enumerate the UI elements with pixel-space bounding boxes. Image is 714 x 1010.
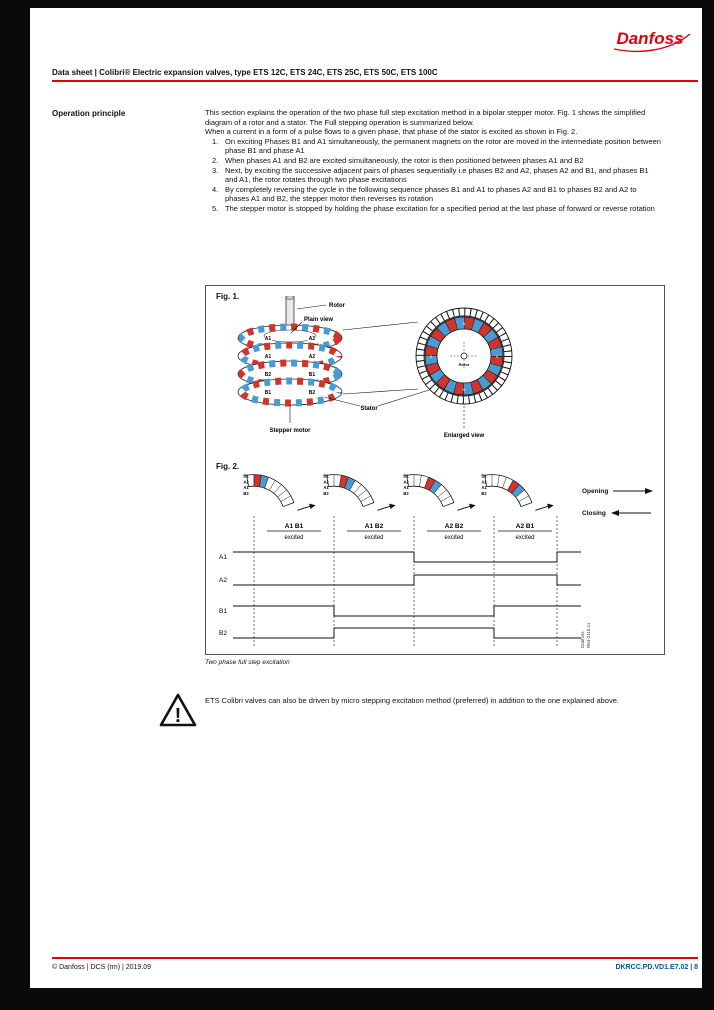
state-title: A1 B2 bbox=[364, 523, 384, 530]
ring-phase-label: B1 bbox=[264, 390, 272, 396]
drawing-number bbox=[580, 590, 592, 648]
stepper-motor-label: Stepper motor bbox=[269, 428, 311, 434]
ring-phase-label: A1 bbox=[264, 336, 272, 342]
opening-label: Opening bbox=[582, 487, 609, 495]
right-arrow-icon bbox=[612, 487, 654, 495]
footer-doc-number: DKRCC.PD.VD1.E7.02 | 8 bbox=[615, 964, 698, 971]
state-sub: excited bbox=[364, 535, 384, 541]
signal-label: B2 bbox=[219, 630, 227, 637]
ring-phase-label: B1 bbox=[308, 372, 316, 378]
magnet-pole-label: N bbox=[462, 387, 466, 392]
body-text bbox=[205, 108, 662, 214]
magnet-pole-label: N bbox=[462, 321, 466, 326]
state-sub: excited bbox=[444, 535, 464, 541]
left-arrow-icon bbox=[610, 509, 652, 517]
fan-phase-label: A1 bbox=[323, 485, 329, 491]
figure-box bbox=[205, 285, 665, 655]
phase-fan-state2 bbox=[322, 465, 400, 519]
danfoss-logo-graphic bbox=[604, 22, 696, 60]
fan-phase-label: B1 bbox=[243, 473, 249, 479]
state-sub: excited bbox=[515, 535, 535, 541]
figure2-label: Fig. 2. bbox=[216, 462, 240, 471]
list-number: 2. bbox=[212, 155, 219, 165]
paragraph: This section explains the operation of the two phase full step excitation method in a bipolar stepper motor. Fig. 1 shows the simplified diagram of a rotor and a stator. The Full stepping operation is summarized below. bbox=[205, 108, 646, 127]
rotor-small-label: Rotor bbox=[458, 362, 470, 367]
drawing-number-code: R64-2110.11 bbox=[586, 622, 592, 648]
warning-triangle-icon bbox=[158, 692, 198, 728]
note-text: ETS Colibri valves can also be driven by micro stepping excitation method (preferred) in addition to the one explained above. bbox=[205, 696, 619, 705]
list-number: 4. bbox=[212, 184, 219, 194]
list-text: The stepper motor is stopped by holding the phase excitation for a specified period at the last phase of forward or reverse rotation bbox=[225, 203, 655, 213]
opening-direction bbox=[582, 487, 654, 495]
magnet-pole-label: S bbox=[495, 354, 499, 359]
stator-label: Stator bbox=[360, 406, 378, 412]
fan-phase-label: A1 bbox=[481, 485, 487, 491]
paragraph: When a current in a form of a pulse flows to a given phase, that phase of the stator is excited as shown in Fig. 2. bbox=[205, 127, 578, 137]
ring-phase-label: B2 bbox=[308, 390, 316, 396]
list-text: Next, by exciting the successive adjacent pairs of phases sequentially i.e phases B2 and A2, phases A2 and B1, and phases B1 and A1, the rotor rotates through two phase excitations bbox=[225, 165, 649, 185]
list-text: By completely reversing the cycle in the following sequence phases B1 and A1 to phases A2 and B1 to phases B2 and A2 to phases A1 and B2, the stepper motor then reverses its rotation bbox=[225, 184, 637, 204]
list-number: 3. bbox=[212, 165, 219, 175]
waveform-b2 bbox=[233, 628, 581, 638]
header-rule bbox=[52, 80, 698, 82]
fan-phase-label: A2 bbox=[481, 479, 487, 485]
enlarged-ring-view bbox=[416, 308, 512, 404]
state-headers bbox=[267, 523, 552, 541]
closing-label: Closing bbox=[582, 509, 606, 517]
rotor-label: Rotor bbox=[329, 303, 345, 309]
ring-phase-label: A1 bbox=[264, 354, 272, 360]
signal-label: A1 bbox=[219, 554, 227, 561]
enlarged-view-label: Enlarged view bbox=[443, 433, 485, 439]
list-item bbox=[205, 204, 662, 214]
fan-phase-label: A2 bbox=[323, 479, 329, 485]
state-title: A1 B1 bbox=[284, 523, 304, 530]
numbered-list bbox=[205, 137, 662, 214]
fan-phase-label: B2 bbox=[481, 490, 487, 496]
waveform-b1 bbox=[233, 606, 581, 616]
state-sub: excited bbox=[284, 535, 304, 541]
doc-title: Data sheet | Colibri® Electric expansion valves, type ETS 12C, ETS 24C, ETS 25C, ETS 50C, ETS 100C bbox=[52, 68, 438, 77]
list-text: When phases A1 and B2 are excited simultaneously, the rotor is then positioned between phases A1 and B2 bbox=[225, 155, 584, 165]
signal-label: B1 bbox=[219, 608, 227, 615]
magnet-pole-label: S bbox=[429, 354, 433, 359]
footer-rule bbox=[52, 957, 698, 959]
document-page bbox=[30, 8, 702, 988]
list-item bbox=[205, 166, 662, 185]
waveforms bbox=[233, 552, 581, 638]
fan-phase-label: B2 bbox=[243, 490, 249, 496]
plain-view-label: Plain view bbox=[304, 317, 334, 323]
phase-fan-state3 bbox=[402, 465, 480, 519]
drawing-number-brand: Danfoss bbox=[580, 631, 585, 648]
ring-phase-label: B2 bbox=[264, 372, 272, 378]
projection-line bbox=[343, 389, 418, 394]
fan-phase-label: B1 bbox=[403, 473, 409, 479]
list-item bbox=[205, 185, 662, 204]
fan-phase-label: A2 bbox=[243, 479, 249, 485]
ring-phase-label: A2 bbox=[308, 336, 316, 342]
signal-label: A2 bbox=[219, 577, 227, 584]
fan-phase-label: A2 bbox=[403, 479, 409, 485]
motor-ring-stack bbox=[238, 325, 342, 405]
svg-text:!: ! bbox=[174, 705, 182, 727]
waveform-a1 bbox=[233, 552, 581, 562]
fan-phase-label: B2 bbox=[403, 490, 409, 496]
state-title: A2 B2 bbox=[444, 523, 464, 530]
section-title: Operation principle bbox=[52, 109, 126, 118]
ring-phase-label: A2 bbox=[308, 354, 316, 360]
list-item bbox=[205, 156, 662, 166]
footer-copyright: © Danfoss | DCS (rm) | 2019.09 bbox=[52, 964, 152, 971]
danfoss-logo-text: Danfoss bbox=[616, 29, 684, 48]
state-title: A2 B1 bbox=[515, 523, 535, 530]
fan-phase-label: A1 bbox=[243, 485, 249, 491]
danfoss-logo bbox=[604, 22, 696, 60]
fan-phase-label: B2 bbox=[323, 490, 329, 496]
stepper-motor-diagram bbox=[212, 296, 652, 458]
list-number: 1. bbox=[212, 136, 219, 146]
projection-line bbox=[343, 322, 418, 330]
excitation-timing-diagram bbox=[216, 516, 586, 652]
fan-phase-label: B1 bbox=[323, 473, 329, 479]
list-item bbox=[205, 137, 662, 156]
figure-caption: Two phase full step excitation bbox=[205, 659, 290, 666]
fan-phase-label: B1 bbox=[481, 473, 487, 479]
closing-direction bbox=[582, 509, 652, 517]
phase-fan-state4 bbox=[480, 465, 558, 519]
figure1-label: Fig. 1. bbox=[216, 292, 240, 301]
list-text: On exciting Phases B1 and A1 simultaneously, the permanent magnets on the rotor are moved in the intermediate position between phase B1 and phase A1 bbox=[225, 136, 661, 156]
waveform-a2 bbox=[233, 575, 581, 585]
phase-fan-state1 bbox=[242, 465, 320, 519]
fan-phase-label: A1 bbox=[403, 485, 409, 491]
list-number: 5. bbox=[212, 203, 219, 213]
